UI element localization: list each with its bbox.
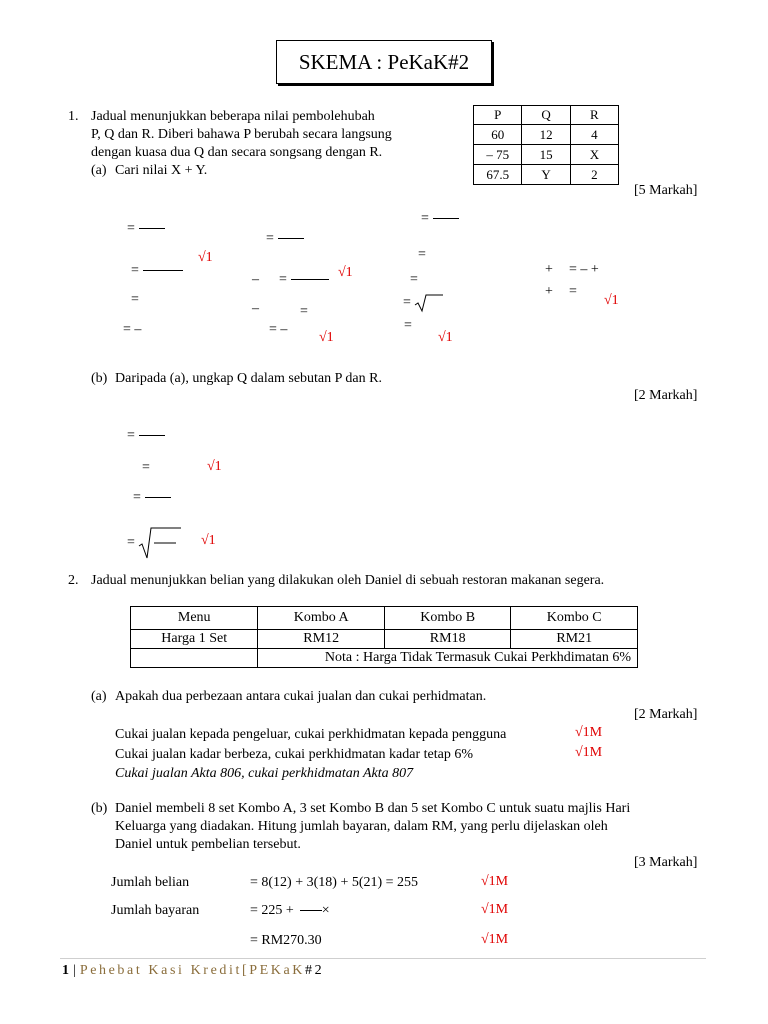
q1b-label: (b) [91, 371, 108, 386]
q1-number: 1. [68, 109, 79, 124]
q1a-question: Cari nilai X + Y. [115, 163, 208, 178]
q2b-line-1: Daniel membeli 8 set Kombo A, 3 set Kombo B dan 5 set Kombo C untuk suatu majlis Hari [115, 801, 631, 816]
pqr-cell: 4 [570, 125, 618, 145]
footer-text: Pehebat Kasi Kredit[PEKaK [79, 963, 305, 978]
fraction-bar [143, 270, 183, 271]
work-eq: = [418, 247, 426, 262]
menu-table [130, 606, 638, 668]
footer-sep: | [73, 963, 76, 978]
work-eq-minus: = – [269, 322, 288, 337]
menu-header: Menu [131, 607, 258, 630]
pqr-header: P [474, 106, 522, 125]
pqr-cell: – 75 [474, 145, 522, 165]
work-expr: = 225 + × [250, 903, 330, 918]
work-expr: = RM270.30 [250, 933, 322, 948]
q2-number: 2. [68, 573, 79, 588]
tick-mark: √1M [481, 874, 509, 889]
work-eq: = [569, 284, 577, 299]
q1b-marks: [2 Markah] [634, 388, 698, 403]
tick-mark: √1M [481, 902, 509, 917]
work-eq: = [410, 272, 418, 287]
tick-mark: √1 [207, 459, 222, 474]
q2a-question: Apakah dua perbezaan antara cukai jualan dan cukai perhidmatan. [115, 689, 487, 704]
work-eq-frac: = [127, 427, 165, 445]
work-eq-frac: = [279, 271, 329, 289]
q2a-answer-2: Cukai jualan kadar berbeza, cukai perkhidmatan kadar tetap 6% [115, 747, 474, 762]
tick-mark: √1 [198, 250, 213, 265]
menu-note: Nota : Harga Tidak Termasuk Cukai Perkhdimatan 6% [258, 649, 638, 668]
pqr-table [473, 105, 619, 185]
pqr-cell: 15 [522, 145, 570, 165]
fraction-bar [139, 228, 165, 229]
menu-header: Kombo C [511, 607, 638, 630]
work-minus: – [252, 301, 259, 316]
sqrt-icon [138, 526, 182, 560]
fraction-bar [300, 910, 322, 911]
page-footer [62, 963, 324, 979]
tick-mark: √1 [319, 330, 334, 345]
pqr-cell: 2 [570, 165, 618, 185]
work-eq: = [142, 460, 150, 475]
page-title: SKEMA : PeKaK#2 [276, 40, 492, 84]
q2-intro: Jadual menunjukkan belian yang dilakukan oleh Daniel di sebuah restoran makanan segera. [91, 573, 605, 588]
tick-mark: √1 [438, 330, 453, 345]
tick-mark: √1M [575, 725, 603, 740]
work-eq: = [300, 304, 308, 319]
pqr-header: R [570, 106, 618, 125]
page-number: 1 [62, 963, 69, 978]
pqr-cell: 67.5 [474, 165, 522, 185]
fraction-bar [278, 238, 304, 239]
pqr-cell: X [570, 145, 618, 165]
menu-header: Kombo A [258, 607, 385, 630]
work-eq-frac: = [127, 220, 165, 238]
work-eq-minus-plus: = – + [569, 262, 599, 277]
work-eq: = [131, 292, 139, 307]
pqr-cell: 12 [522, 125, 570, 145]
q1b-question: Daripada (a), ungkap Q dalam sebutan P dan R. [115, 371, 382, 386]
q1a-label: (a) [91, 163, 107, 178]
work-eq: = [404, 318, 412, 333]
q2b-marks: [3 Markah] [634, 855, 698, 870]
q2b-line-3: Daniel untuk pembelian tersebut. [115, 837, 301, 852]
q1-line-2: P, Q dan R. Diberi bahawa P berubah secara langsung [91, 127, 392, 142]
work-eq-sqrt: = [403, 293, 444, 313]
menu-row-label: Harga 1 Set [131, 630, 258, 649]
fraction-bar [291, 279, 329, 280]
q2a-note: Cukai jualan Akta 806, cukai perkhidmatan Akta 807 [115, 766, 414, 781]
work-expr: = 8(12) + 3(18) + 5(21) = 255 [250, 875, 419, 890]
q2a-label: (a) [91, 689, 107, 704]
tick-mark: √1 [338, 265, 353, 280]
pqr-cell: 60 [474, 125, 522, 145]
work-minus: – [252, 272, 259, 287]
q1-line-1: Jadual menunjukkan beberapa nilai pembolehubah [91, 109, 375, 124]
work-plus: + [545, 262, 553, 277]
pqr-header: Q [522, 106, 570, 125]
footer-divider [60, 958, 706, 959]
q1-line-3: dengan kuasa dua Q dan secara songsang dengan R. [91, 145, 383, 160]
fraction-bar [139, 435, 165, 436]
sqrt-icon [414, 293, 444, 313]
work-label: Jumlah belian [111, 875, 190, 890]
menu-price: RM18 [384, 630, 511, 649]
tick-mark: √1 [604, 293, 619, 308]
fraction-bar [145, 497, 171, 498]
fraction-bar [433, 218, 459, 219]
work-eq-frac: = [133, 489, 171, 507]
work-eq-frac: = [131, 262, 183, 280]
work-eq-sqrt: = [127, 526, 182, 560]
work-plus: + [545, 284, 553, 299]
pqr-cell: Y [522, 165, 570, 185]
work-eq-minus: = – [123, 322, 142, 337]
q2b-label: (b) [91, 801, 108, 816]
q2a-answer-1: Cukai jualan kepada pengeluar, cukai perkhidmatan kepada pengguna [115, 727, 507, 742]
q2b-line-2: Keluarga yang diadakan. Hitung jumlah bayaran, dalam RM, yang perlu dijelaskan oleh [115, 819, 608, 834]
menu-price: RM21 [511, 630, 638, 649]
q2a-marks: [2 Markah] [634, 707, 698, 722]
q1a-marks: [5 Markah] [634, 183, 698, 198]
menu-header: Kombo B [384, 607, 511, 630]
work-eq-frac: = [421, 210, 459, 228]
work-eq-frac: = [266, 230, 304, 248]
work-label: Jumlah bayaran [111, 903, 200, 918]
menu-price: RM12 [258, 630, 385, 649]
tick-mark: √1M [575, 745, 603, 760]
tick-mark: √1 [201, 533, 216, 548]
footer-suffix: #2 [305, 963, 325, 978]
tick-mark: √1M [481, 932, 509, 947]
